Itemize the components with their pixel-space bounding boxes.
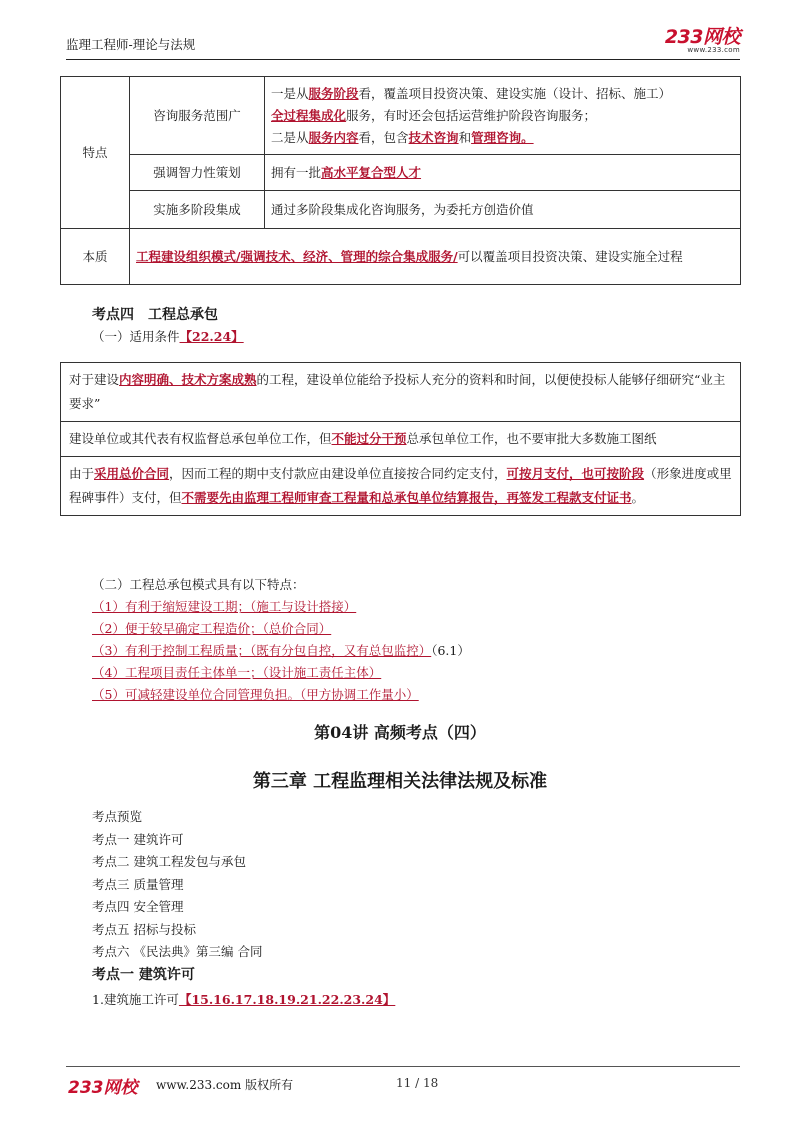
row-content: 拥有一批高水平复合型人才 [265, 155, 741, 191]
list-item: 考点五 招标与投标 [92, 921, 196, 937]
list-item: 考点四 安全管理 [92, 899, 184, 914]
chapter-title: 第三章 工程监理相关法律法规及标准 [252, 771, 548, 792]
page-number: 11 / 18 [396, 1076, 439, 1090]
list-item: （2）便于较早确定工程造价；（总价合同） [92, 621, 332, 636]
header-rule [66, 59, 740, 60]
preview-heading: 考点预览 [92, 809, 143, 824]
row-content: 一是从服务阶段看，覆盖项目投资决策、建设实施（设计、招标、施工） 全过程集成化服务，有时还会包括运营维护阶段咨询服务； 二是从服务内容看，包含技术咨询和管理咨询。 [265, 77, 741, 155]
list-item: （4）工程项目责任主体单一；（设计施工责任主体） [92, 665, 382, 680]
features-list [92, 574, 470, 706]
condition-row: 对于建设内容明确、技术方案成熟的工程，建设单位能给予投标人充分的资料和时间，以便使投标人能够仔细研究“业主要求” [61, 363, 740, 422]
conditions-box [60, 362, 741, 516]
logo-url: www.233.com [687, 46, 740, 54]
condition-row: 由于采用总价合同，因而工程的期中支付款应由建设单位直接按合同约定支付，可按月支付，也可按阶段（形象进度或里程碑事件）支付，但不需要先由监理工程师审查工程量和总承包单位结算报告，再签发工程款支付证书。 [69, 466, 732, 505]
essence-label: 本质 [61, 229, 130, 285]
logo-text: 233网校 [664, 26, 740, 48]
section-title: 考点一 建筑许可 [92, 967, 195, 983]
item-line: 1.建筑施工许可【15.16.17.18.19.21.22.23.24】 [92, 992, 396, 1007]
table-row [61, 229, 741, 285]
page-footer [66, 1066, 740, 1096]
footer-rule [66, 1066, 740, 1067]
table-row [61, 77, 741, 155]
list-item: （3）有利于控制工程质量；（既有分包自控，又有总包监控）（6.1） [92, 643, 470, 658]
list-heading: （二）工程总承包模式具有以下特点： [92, 577, 305, 592]
table-row [61, 155, 741, 191]
row-label: 强调智力性策划 [130, 155, 265, 191]
row-content: 通过多阶段集成化咨询服务，为委托方创造价值 [265, 191, 741, 229]
table-row [61, 191, 741, 229]
row-label: 咨询服务范围广 [130, 77, 265, 155]
features-table [60, 76, 741, 285]
essence-content: 工程建设组织模式/强调技术、经济、管理的综合集成服务/可以覆盖项目投资决策、建设实施全过程 [130, 229, 741, 285]
row-label: 实施多阶段集成 [130, 191, 265, 229]
lecture-title: 第04讲 高频考点（四） [314, 723, 486, 742]
page-header [66, 28, 740, 58]
preview-list [92, 806, 262, 964]
list-item: （1）有利于缩短建设工期；（施工与设计搭接） [92, 599, 357, 614]
list-item: 考点三 质量管理 [92, 876, 184, 892]
footer-logo[interactable]: 233网校 [68, 1078, 138, 1098]
subsection-label: （一）适用条件【22.24】 [92, 329, 244, 344]
list-item: 考点一 建筑许可 [92, 831, 184, 847]
list-item: 考点六 《民法典》第三编 合同 [92, 944, 263, 959]
list-item: （5）可减轻建设单位合同管理负担。（甲方协调工作量小） [92, 687, 419, 702]
group-label-cell: 特点 [61, 77, 130, 229]
header-title: 监理工程师-理论与法规 [66, 37, 196, 52]
brand-logo[interactable] [665, 28, 740, 54]
list-item: 考点二 建筑工程发包与承包 [92, 854, 246, 869]
section-title: 考点四 工程总承包 [92, 307, 218, 323]
footer-copyright: www.233.com 版权所有 [156, 1078, 294, 1092]
condition-row: 建设单位或其代表有权监督总承包单位工作，但不能过分干预总承包单位工作，也不要审批大多数施工图纸 [61, 422, 740, 457]
